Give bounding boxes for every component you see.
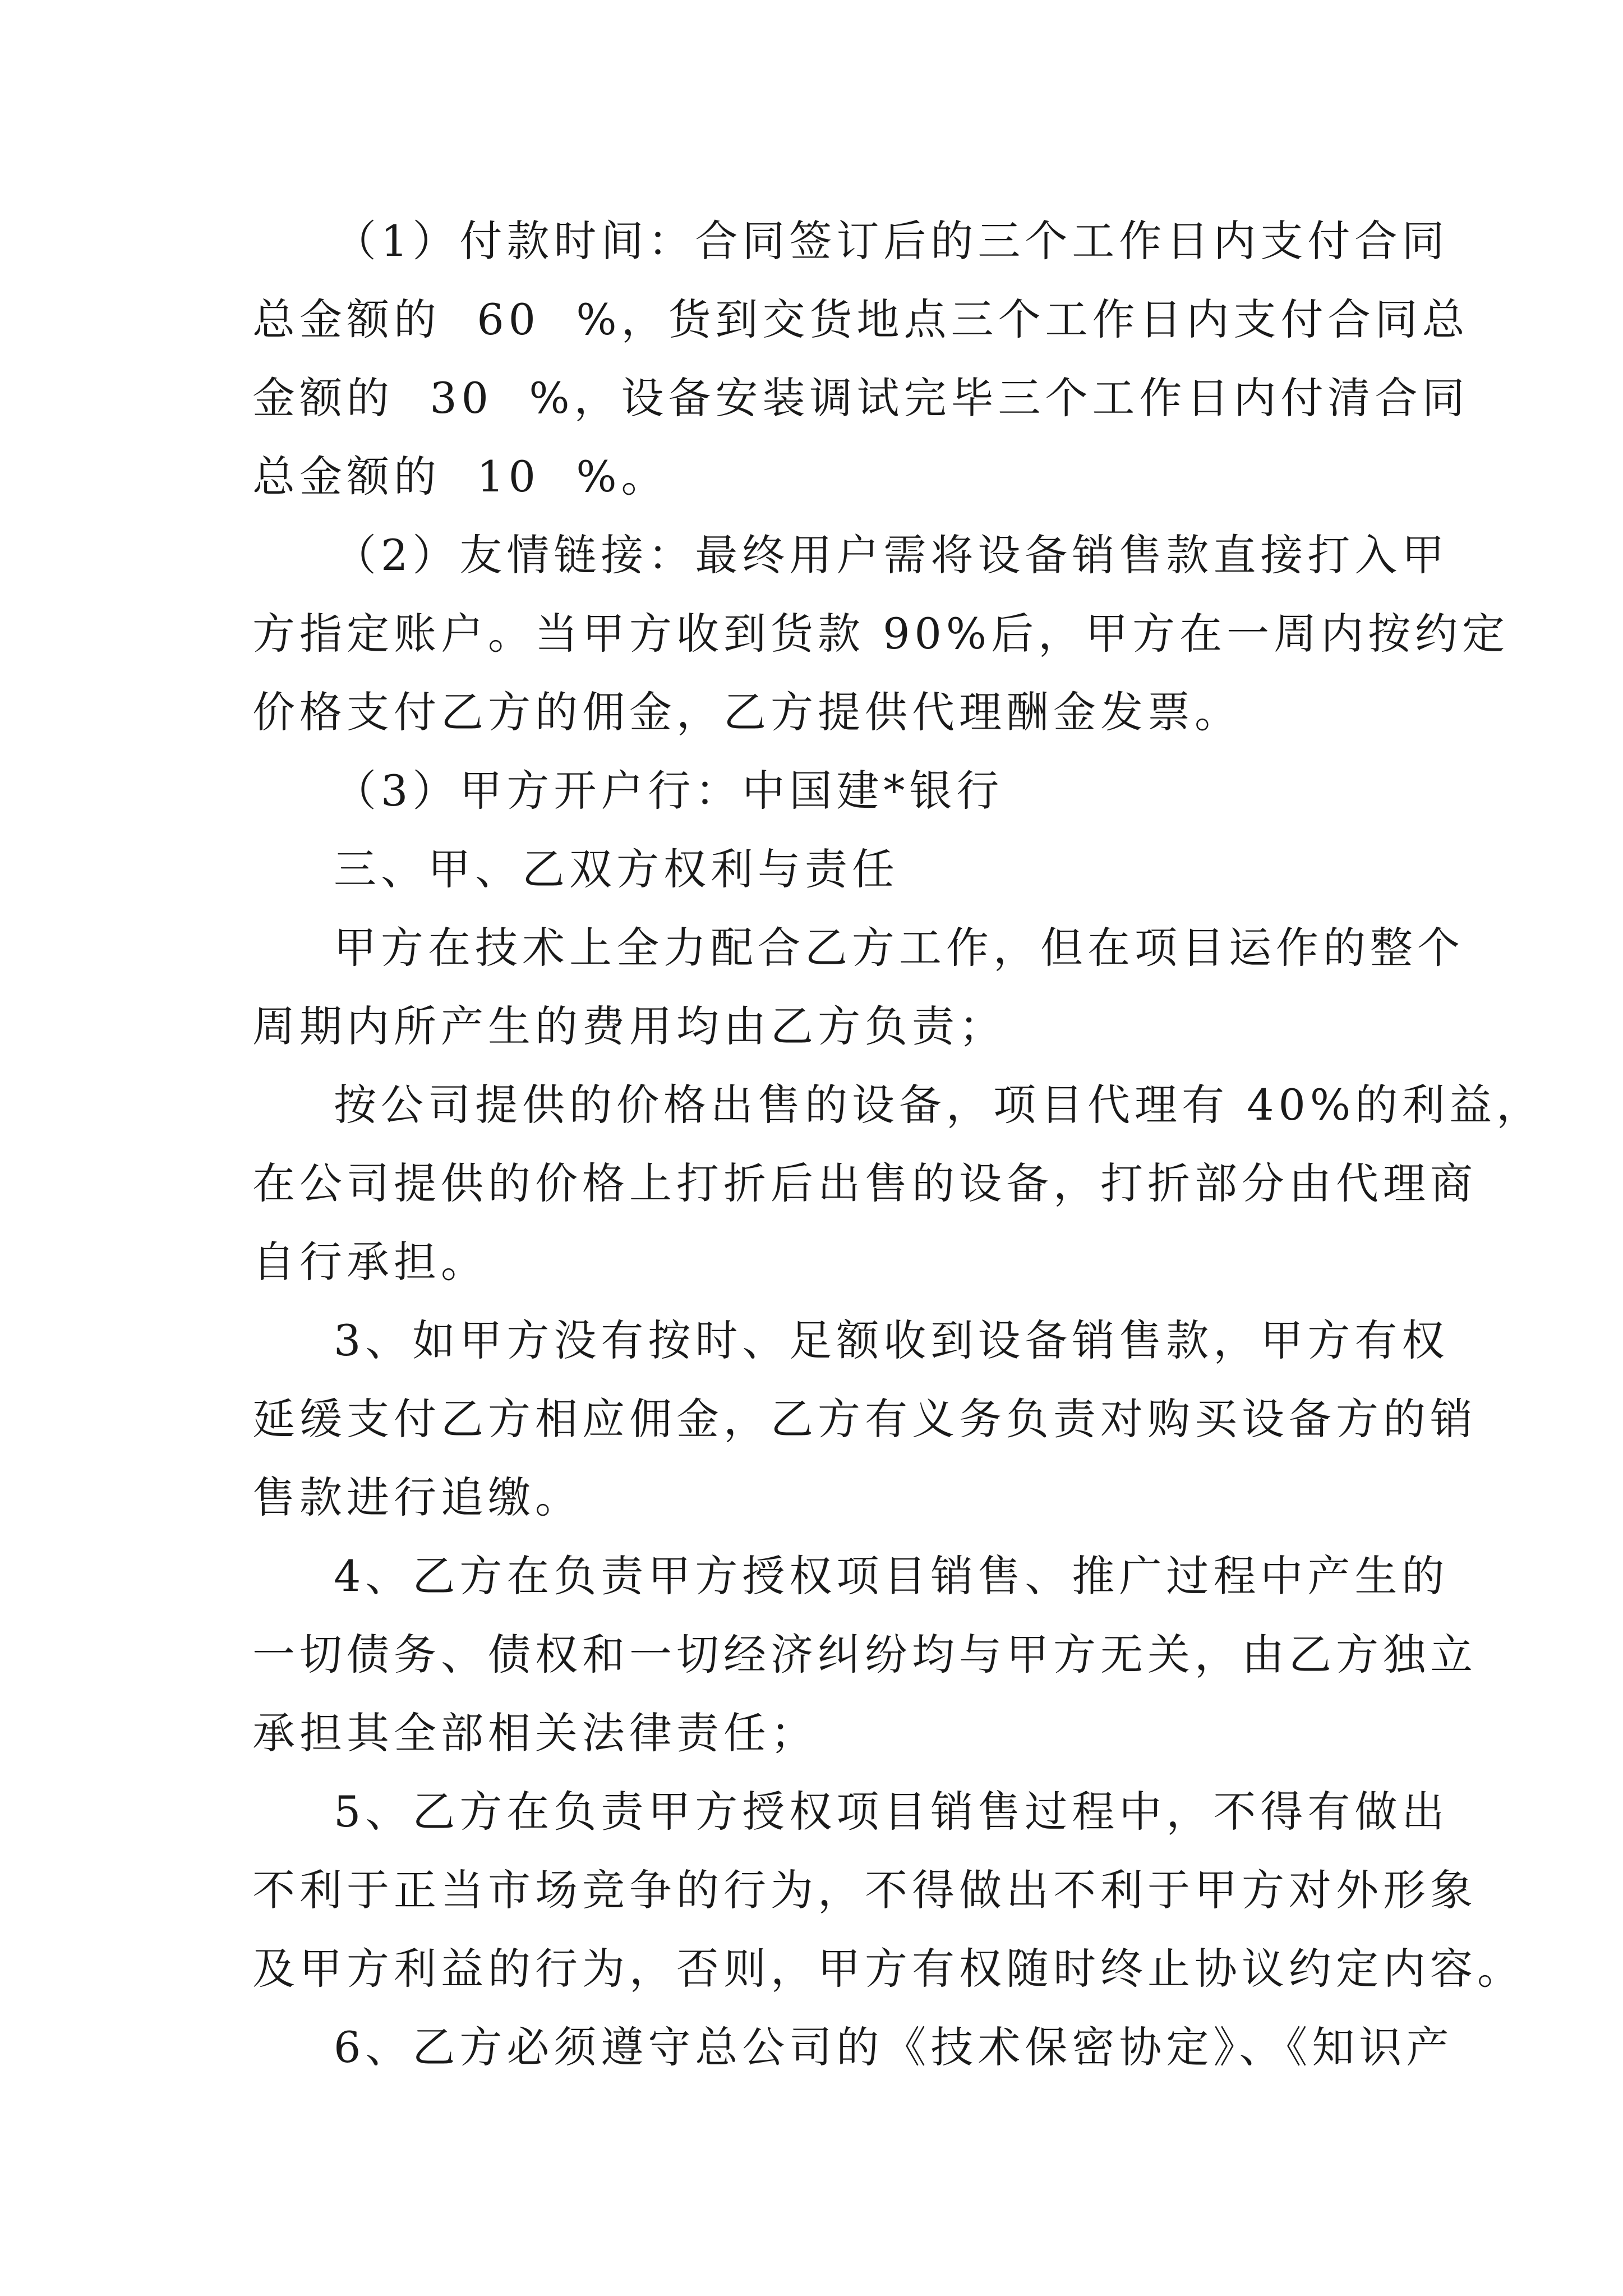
text-line-7: 价格支付乙方的佣金，乙方提供代理酬金发票。	[252, 687, 1242, 737]
text-line-4: 总金额的 10 %。	[252, 452, 668, 501]
text-line-24: 6、乙方必须遵守总公司的《技术保密协定》、《知识产	[334, 2022, 1454, 2072]
text-line-15: 3、如甲方没有按时、足额收到设备销售款，甲方有权	[334, 1315, 1449, 1365]
text-line-12: 按公司提供的价格出售的设备，项目代理有 40%的利益，	[334, 1080, 1544, 1130]
text-line-2: 总金额的 60 %，货到交货地点三个工作日内支付合同总	[252, 295, 1469, 344]
text-line-21: 5、乙方在负责甲方授权项目销售过程中，不得有做出	[334, 1787, 1449, 1837]
text-line-19: 一切债务、债权和一切经济纠纷均与甲方无关，由乙方独立	[252, 1630, 1477, 1680]
text-line-16: 延缓支付乙方相应佣金，乙方有义务负责对购买设备方的销	[252, 1394, 1477, 1444]
text-line-18: 4、乙方在负责甲方授权项目销售、推广过程中产生的	[334, 1551, 1449, 1601]
text-line-13: 在公司提供的价格上打折后出售的设备，打折部分由代理商	[252, 1158, 1477, 1208]
text-line-11: 周期内所产生的费用均由乙方负责；	[252, 1001, 1006, 1051]
text-line-23: 及甲方利益的行为，否则，甲方有权随时终止协议约定内容。	[252, 1944, 1524, 1994]
text-line-10: 甲方在技术上全力配合乙方工作，但在项目运作的整个	[334, 923, 1464, 973]
text-line-6: 方指定账户。当甲方收到货款 90%后，甲方在一周内按约定	[252, 609, 1510, 659]
text-line-20: 承担其全部相关法律责任；	[252, 1708, 818, 1758]
text-line-17: 售款进行追缴。	[252, 1473, 582, 1522]
text-line-14: 自行承担。	[252, 1237, 488, 1287]
text-line-3: 金额的 30 %，设备安装调试完毕三个工作日内付清合同	[252, 373, 1469, 423]
text-line-1: （1）付款时间：合同签订后的三个工作日内支付合同	[334, 216, 1449, 266]
text-line-8: （3）甲方开户行：中国建*银行	[334, 766, 1004, 816]
text-line-5: （2）友情链接：最终用户需将设备销售款直接打入甲	[334, 530, 1449, 580]
section-heading: 三、甲、乙双方权利与责任	[334, 844, 899, 894]
text-line-22: 不利于正当市场竞争的行为，不得做出不利于甲方对外形象	[252, 1865, 1477, 1915]
